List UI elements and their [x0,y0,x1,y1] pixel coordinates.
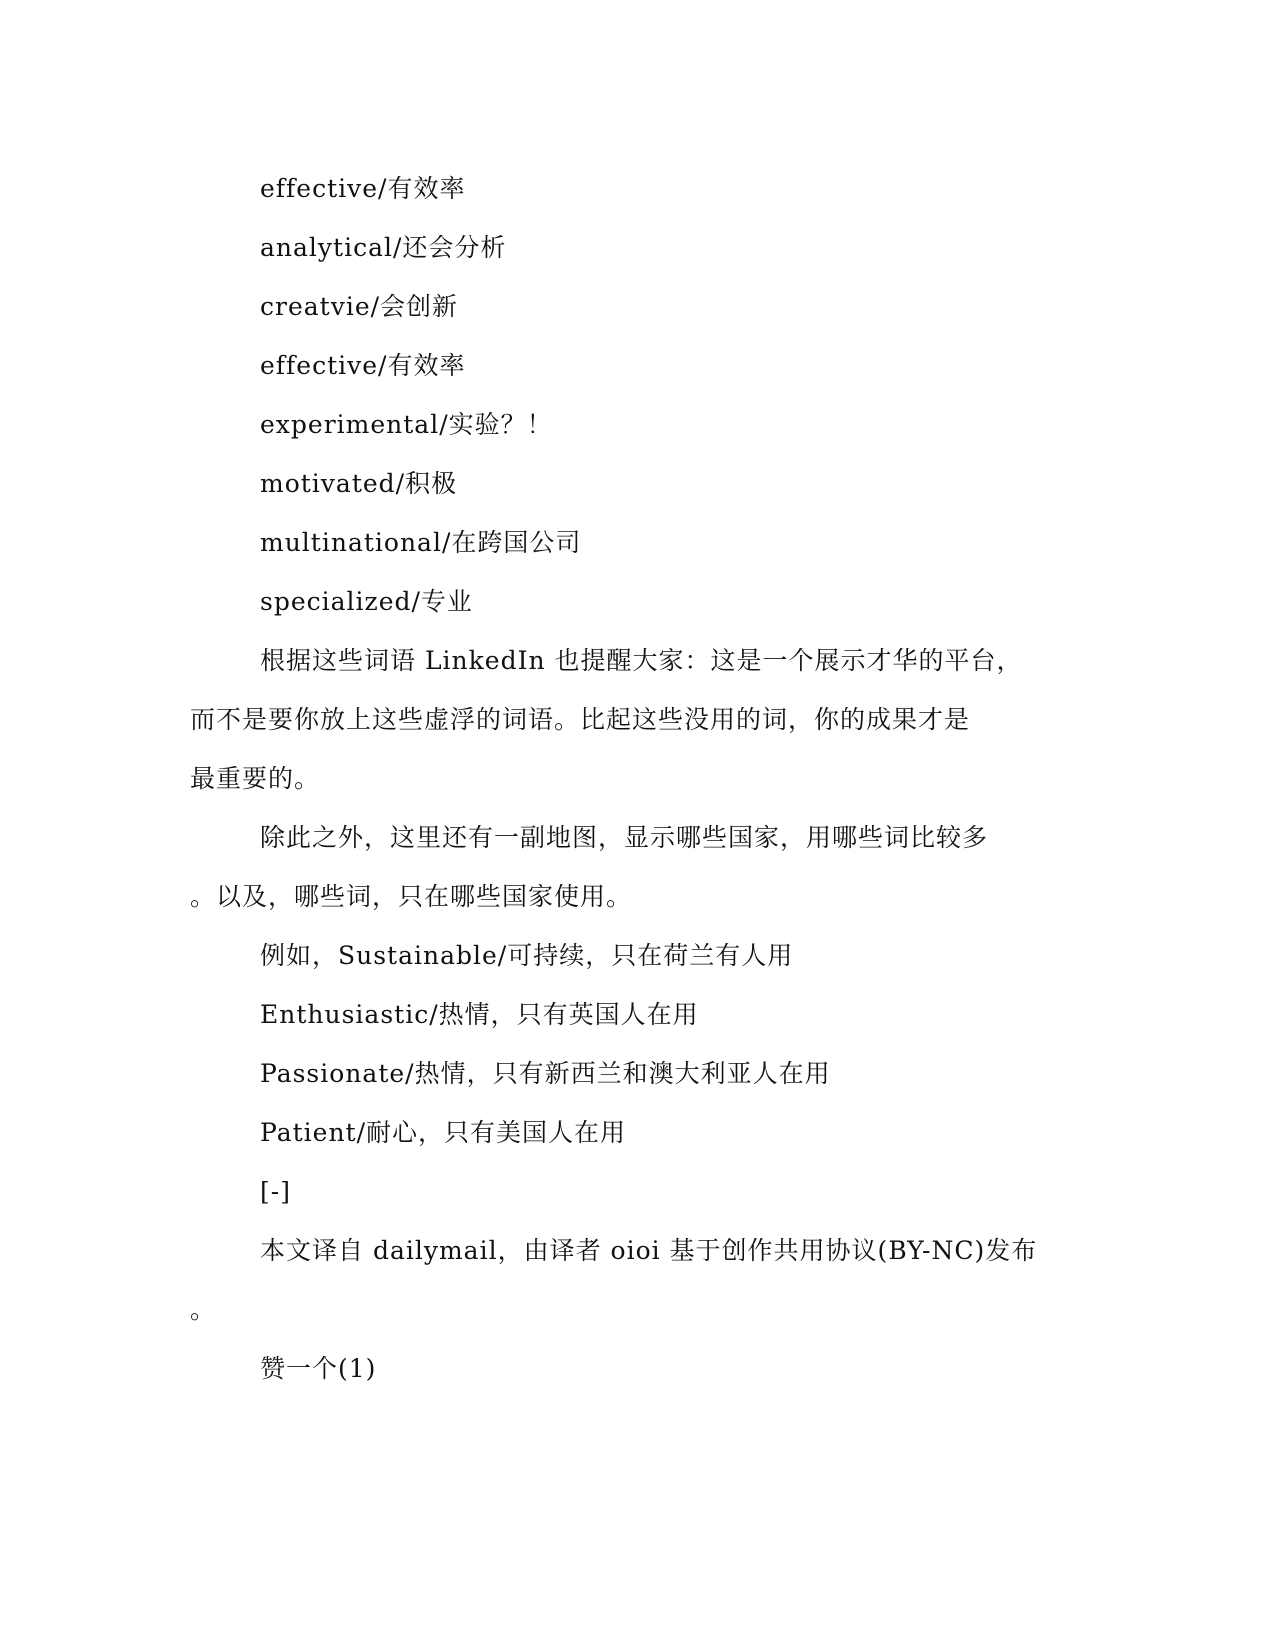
source-note-line-2: 。 [190,1295,217,1324]
term-effective-2: effective/有效率 [260,351,466,380]
term-effective-1: effective/有效率 [260,174,466,203]
paragraph-linkedin-line-3: 最重要的。 [190,764,321,793]
example-enthusiastic: Enthusiastic/热情，只有英国人在用 [260,1000,699,1029]
paragraph-linkedin-line-1: 根据这些词语 LinkedIn 也提醒大家：这是一个展示才华的平台， [260,646,1023,675]
example-passionate: Passionate/热情，只有新西兰和澳大利亚人在用 [260,1059,831,1088]
paragraph-map-line-1: 除此之外，这里还有一副地图，显示哪些国家，用哪些词比较多 [260,823,989,852]
term-analytical: analytical/还会分析 [260,233,507,262]
term-experimental: experimental/实验？！ [260,410,553,439]
example-sustainable: 例如，Sustainable/可持续，只在荷兰有人用 [260,941,794,970]
example-patient: Patient/耐心，只有美国人在用 [260,1118,627,1147]
term-motivated: motivated/积极 [260,469,458,498]
collapse-toggle: [-] [260,1177,291,1206]
source-note-line-1: 本文译自 dailymail，由译者 oioi 基于创作共用协议(BY-NC)发布 [260,1236,1038,1265]
paragraph-map-line-2: 。以及，哪些词，只在哪些国家使用。 [190,882,633,911]
term-multinational: multinational/在跨国公司 [260,528,582,557]
paragraph-linkedin-line-2: 而不是要你放上这些虚浮的词语。比起这些没用的词，你的成果才是 [190,705,971,734]
term-creatvie: creatvie/会创新 [260,292,459,321]
like-count: 赞一个(1) [260,1354,377,1383]
term-specialized: specialized/专业 [260,587,473,616]
